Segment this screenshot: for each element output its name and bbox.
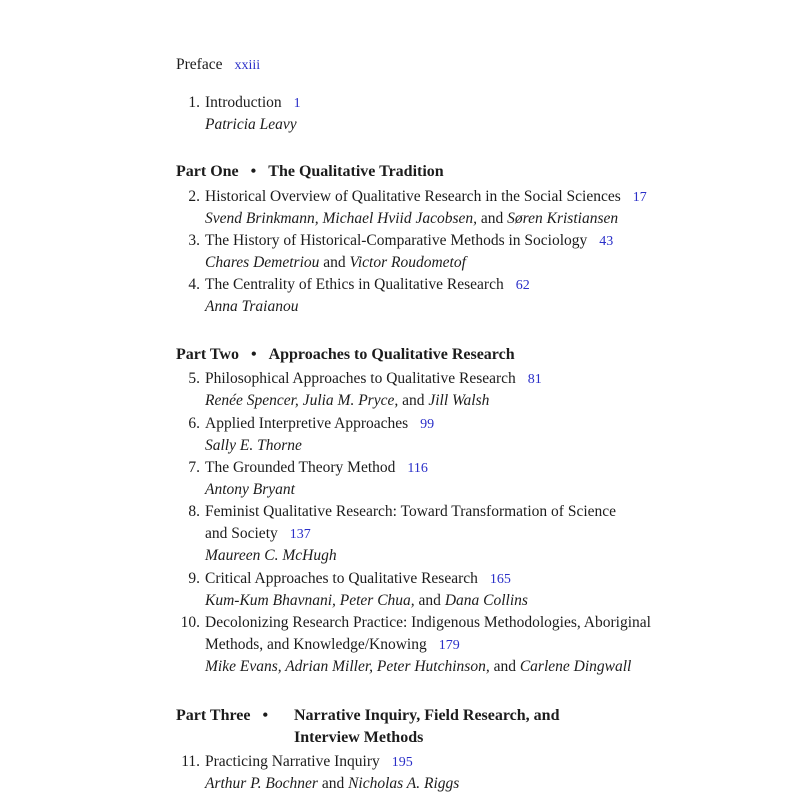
chapter-title: Practicing Narrative Inquiry: [205, 753, 380, 770]
page-link[interactable]: 195: [391, 755, 413, 770]
page-link[interactable]: 99: [420, 417, 435, 432]
chapter-title: Philosophical Approaches to Qualitative Research: [205, 370, 516, 387]
chapter-authors: [205, 209, 618, 229]
toc-chapter-3[interactable]: [205, 231, 613, 252]
chapter-authors: [205, 657, 631, 677]
toc-preface[interactable]: [176, 55, 260, 76]
toc-chapter-7[interactable]: [205, 458, 428, 479]
preface-page-link[interactable]: xxiii: [234, 58, 261, 73]
chapter-title: Critical Approaches to Qualitative Research: [205, 570, 478, 587]
chapter-authors: [205, 391, 489, 411]
toc-chapter-5[interactable]: [205, 369, 542, 390]
part-title: The Qualitative Tradition: [268, 163, 444, 180]
chapter-number: 3.: [188, 232, 200, 249]
author-names: Renée Spencer, Julia M. Pryce,: [205, 392, 399, 409]
bullet-separator: •: [250, 346, 257, 363]
author-names: Jill Walsh: [428, 392, 490, 409]
chapter-authors: Anna Traianou: [205, 298, 299, 315]
chapter-title: Historical Overview of Qualitative Research in the Social Sciences: [205, 188, 621, 205]
chapter-title: The Grounded Theory Method: [205, 459, 396, 476]
chapter-title: Applied Interpretive Approaches: [205, 415, 409, 432]
toc-chapter-10[interactable]: [205, 613, 651, 633]
part-title: Approaches to Qualitative Research: [268, 346, 515, 363]
chapter-authors: [205, 591, 528, 611]
toc-chapter-8-cont[interactable]: [205, 524, 311, 545]
author-names: Arthur P. Bochner: [205, 775, 318, 792]
chapter-authors: Maureen C. McHugh: [205, 547, 337, 564]
page-link[interactable]: 17: [632, 190, 647, 205]
author-names: Carlene Dingwall: [519, 658, 632, 675]
author-names: Dana Collins: [444, 592, 528, 609]
chapter-title: Decolonizing Research Practice: Indigenous Methodologies, Aboriginal: [205, 614, 651, 631]
chapter-authors: [205, 253, 466, 273]
chapter-authors: Sally E. Thorne: [205, 437, 302, 454]
part-heading-three: [176, 705, 280, 727]
author-names: Mike Evans, Adrian Miller, Peter Hutchinson,: [205, 658, 490, 675]
page-link[interactable]: 165: [489, 572, 511, 587]
author-names: Kum-Kum Bhavnani, Peter Chua,: [205, 592, 415, 609]
toc-chapter-9[interactable]: [205, 569, 511, 590]
toc-chapter-2[interactable]: [205, 187, 647, 208]
page-link[interactable]: 62: [515, 278, 530, 293]
page-link[interactable]: 116: [407, 461, 428, 476]
chapter-number: 9.: [188, 570, 200, 587]
author-names: Victor Roudometof: [349, 254, 466, 271]
toc-chapter-8[interactable]: [205, 502, 616, 522]
and-conjunction: and: [477, 210, 508, 227]
chapter-number: 6.: [188, 415, 200, 432]
toc-chapter-11[interactable]: [205, 752, 413, 773]
and-conjunction: and: [414, 592, 445, 609]
part-heading-one: [176, 161, 444, 183]
author-names: Søren Kristiansen: [507, 210, 619, 227]
part-heading-two: [176, 344, 515, 366]
chapter-authors: Antony Bryant: [205, 481, 295, 498]
and-conjunction: and: [317, 775, 349, 792]
page-link[interactable]: 179: [438, 638, 460, 653]
toc-chapter-10-cont[interactable]: [205, 635, 460, 656]
preface-label: Preface: [176, 56, 223, 73]
chapter-title: The History of Historical-Comparative Methods in Sociology: [205, 232, 588, 249]
chapter-authors: [205, 774, 459, 794]
part-label: Part Two: [176, 346, 239, 363]
bullet-separator: •: [262, 707, 269, 724]
chapter-title-cont: and Society: [205, 525, 278, 542]
part-title-cont: Interview Methods: [294, 729, 424, 746]
author-names: Chares Demetriou: [205, 254, 320, 271]
part-label: Part One: [176, 163, 239, 180]
page-link[interactable]: 137: [289, 527, 311, 542]
chapter-number: 8.: [188, 503, 200, 520]
chapter-number: 2.: [188, 188, 200, 205]
chapter-number: 10.: [180, 614, 200, 631]
chapter-authors: Patricia Leavy: [205, 116, 297, 133]
part-label: Part Three: [176, 707, 251, 724]
and-conjunction: and: [489, 658, 520, 675]
part-title: Narrative Inquiry, Field Research, and: [294, 707, 560, 724]
chapter-title: Introduction: [205, 94, 282, 111]
chapter-number: 5.: [188, 370, 200, 387]
author-names: Nicholas A. Riggs: [348, 775, 460, 792]
page-link[interactable]: 1: [293, 96, 301, 111]
and-conjunction: and: [398, 392, 429, 409]
toc-chapter-1[interactable]: [205, 93, 301, 114]
chapter-number: 1.: [188, 94, 200, 111]
chapter-number: 7.: [188, 459, 200, 476]
chapter-number: 4.: [188, 276, 200, 293]
bullet-separator: •: [250, 163, 257, 180]
page-link[interactable]: 43: [599, 234, 614, 249]
chapter-title: The Centrality of Ethics in Qualitative Research: [205, 276, 504, 293]
toc-chapter-4[interactable]: [205, 275, 530, 296]
toc-chapter-6[interactable]: [205, 414, 434, 435]
chapter-title: Feminist Qualitative Research: Toward Transformation of Science: [205, 503, 617, 520]
chapter-number: 11.: [181, 753, 200, 770]
and-conjunction: and: [319, 254, 350, 271]
page-link[interactable]: 81: [527, 372, 542, 387]
author-names: Svend Brinkmann, Michael Hviid Jacobsen,: [205, 210, 478, 227]
chapter-title-cont: Methods, and Knowledge/Knowing: [205, 636, 427, 653]
